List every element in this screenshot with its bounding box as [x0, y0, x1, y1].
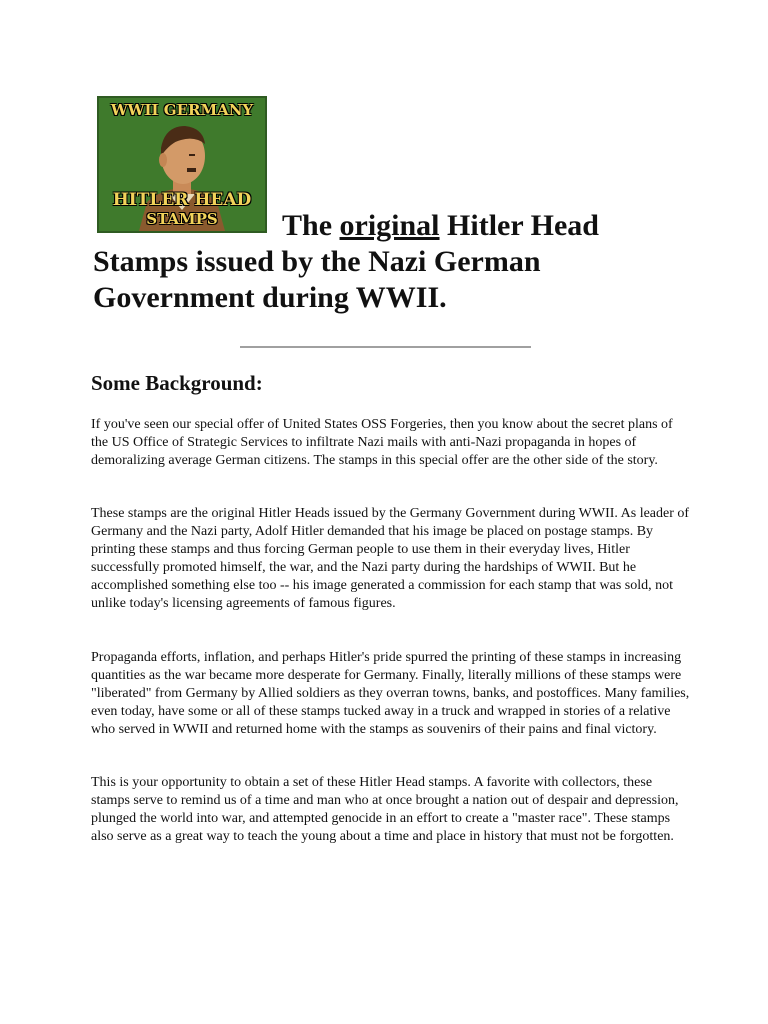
paragraph-3: Propaganda efforts, inflation, and perhaps Hitler's pride spurred the printing of these stamps in increasing quantities as the war became more desperate for Germany. Finally, literally millions of these stamps were "liberated" from Germany by Allied soldiers as they overran towns, banks, and postoffices. Many families, even today, have some or all of these stamps tucked away in a truck and wrapped in stories of a relative who served in WWII and returned home with the stamps as souvenirs of their pains and final victory. — [91, 650, 690, 737]
headline-line-1 — [93, 208, 613, 244]
headline-part-1: The — [282, 209, 340, 242]
headline-emphasis: original — [339, 209, 440, 242]
paragraph-4: This is your opportunity to obtain a set of these Hitler Head stamps. A favorite with collectors, these stamps serve to remind us of a time and man who at once brought a nation out of despair and depression, plunged the world into war, and attempted genocide in an effort to create a "master race". These stamps also serve as a great way to teach the young about a time and place in history that must not be forgotten. — [91, 775, 679, 844]
headline-line-2: Stamps issued by the Nazi German — [93, 245, 541, 278]
paragraph-1: If you've seen our special offer of United States OSS Forgeries, then you know about the secret plans of the US Office of Strategic Services to infiltrate Nazi mails with anti-Nazi propaganda in hopes of demoralizing average German citizens. The stamps in this special offer are the other side of the story. — [91, 417, 673, 468]
headline-line-3: Government during WWII. — [93, 281, 447, 314]
paragraph-2: These stamps are the original Hitler Heads issued by the Germany Government during WWII. As leader of Germany and the Nazi party, Adolf Hitler demanded that his image be placed on postage stamps. By printing these stamps and thus forcing German people to use them in their everyday lives, Hitler successfully promoted himself, the war, and the Nazi party during the hardships of WWII. But he accomplished something else too -- his image generated a commission for each stamp that was sold, not unlike today's licensing agreements of famous figures. — [91, 506, 690, 611]
stamp-top-text: WWII GERMANY — [110, 101, 254, 119]
stamp-mid-text: HITLER HEAD — [112, 190, 252, 210]
headline-part-2: Hitler Head — [439, 209, 599, 242]
stamp-bottom-text: STAMPS — [146, 210, 218, 228]
section-title: Some Background: — [91, 371, 263, 395]
horizontal-divider — [240, 346, 531, 348]
page-title — [93, 208, 613, 316]
